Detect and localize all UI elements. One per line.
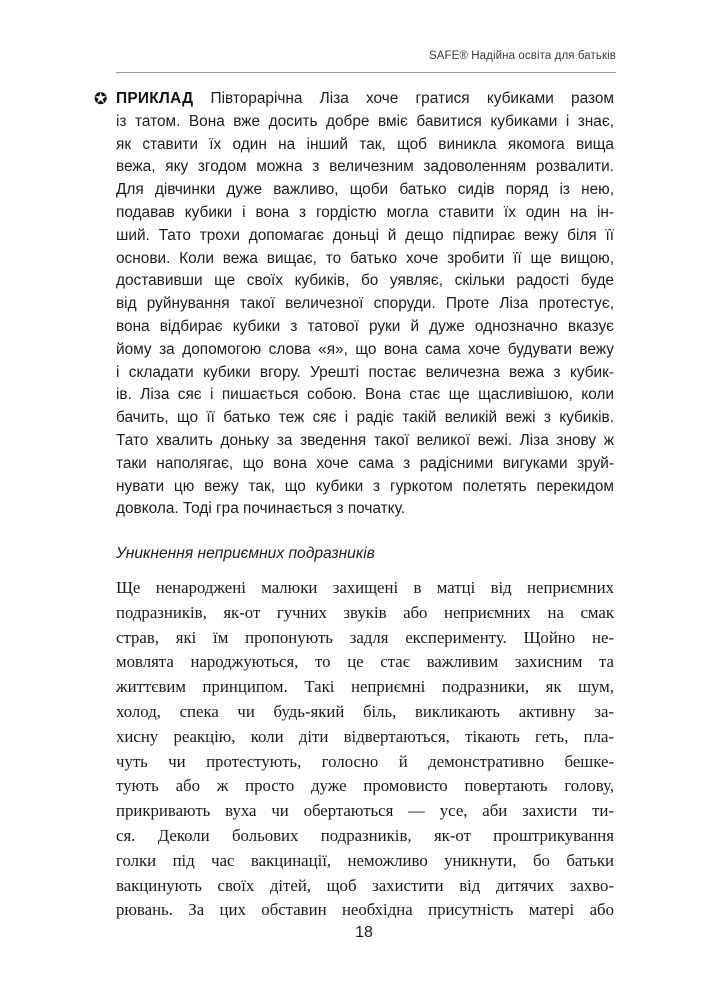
body-line: хисну реакцію, коли діти відвертаються, тікають геть, пла- [116,726,614,746]
example-line: бачить, що її батько теж сяє і радіє такій великій вежі з кубиків. [116,409,614,427]
example-line: ів. Ліза сяє і пишається собою. Вона стає ще щасливішою, коли [116,386,614,404]
example-line: Для дівчинки дуже важливо, щоби батько сидів поряд із нею, [116,181,614,199]
example-line: від руйнування такої величезної споруди. Проте Ліза протестує, [116,295,614,313]
body-line: мовлята народжуються, то це стає важливим захисним та [116,652,614,672]
example-line: нувати цю вежу так, що кубики з гуркотом полетять перекидом [116,477,614,495]
example-line: ПРИКЛАД Півторарічна Ліза хоче гратися кубиками разом [116,90,614,107]
body-line: ся. Деколи больових подразників, як-от проштрикування [116,825,614,845]
example-line: подавав кубики і вона з гордістю могла ставити їх один на ін- [116,203,614,221]
example-line: і складати кубики вгору. Урешті постає величезна вежа з кубик- [116,363,614,381]
example-line: йому за допомогою слова «я», що вона сама хоче будувати вежу [116,340,614,358]
example-line: вона відбирає кубики з татової руки й дуже однозначно вказує [116,317,614,335]
body-line: страв, які їм пропонують задля експерименту. Щойно не- [116,627,614,647]
body-paragraph [116,576,614,923]
example-line: доставивши ще своїх кубиків, бо уявляє, скільки радості буде [116,272,614,290]
example-line: довкола. Тоді гра починається з початку. [116,500,406,518]
body-line: голки під час вакцинації, неможливо уникнути, бо батьки [116,850,614,870]
body-line: Ще ненароджені малюки захищені в матці від неприємних [116,578,614,597]
body-line: подразників, як-от гучних звуків або неприємних на смак [116,602,614,622]
section-heading: Уникнення неприємних подразників [116,545,375,562]
example-block [94,88,614,521]
example-line: із татом. Вона вже досить добре вміє бавитися кубиками і знає, [116,112,614,130]
body-line: прикривають вуха чи обертаються — усе, аби захисти ти- [116,801,614,821]
example-line: Тато хвалить доньку за зведення такої великої вежі. Ліза знову ж [116,431,614,449]
body-line: тують або ж просто дуже промовисто повертають голову, [116,776,614,796]
body-line: вакцинують своїх дітей, щоб захистити від дитячих захво- [116,875,614,895]
body-line: холод, спека чи будь-який біль, викликають активну за- [116,701,614,721]
example-line: таки наполягає, що вона хоче сама з радісними вигуками зруй- [116,454,614,472]
example-label: ПРИКЛАД [116,90,194,107]
example-line: як ставити їх один на інший так, щоб виникла якомога вища [116,135,614,153]
body-line: рювань. За цих обставин необхідна присутність матері або [116,900,614,920]
running-header: SAFE® Надійна освіта для батьків [428,50,616,62]
body-line: чуть чи протестують, голосно й демонстративно бешке- [116,751,614,771]
body-line: життєвим принципом. Такі неприємні подразники, як шум, [116,677,614,697]
example-line: ший. Тато трохи допомагає доньці й дещо підпирає вежу біля її [116,226,614,244]
page-number: 18 [355,924,373,941]
example-line: вежа, яку згодом можна з величезним задоволенням розвалити. [116,158,614,176]
circled-star-icon: ✪ [94,89,108,108]
example-line: основи. Коли вежа вищає, то батько хоче зробити її ще вищою, [116,249,614,267]
header-rule [116,72,616,73]
